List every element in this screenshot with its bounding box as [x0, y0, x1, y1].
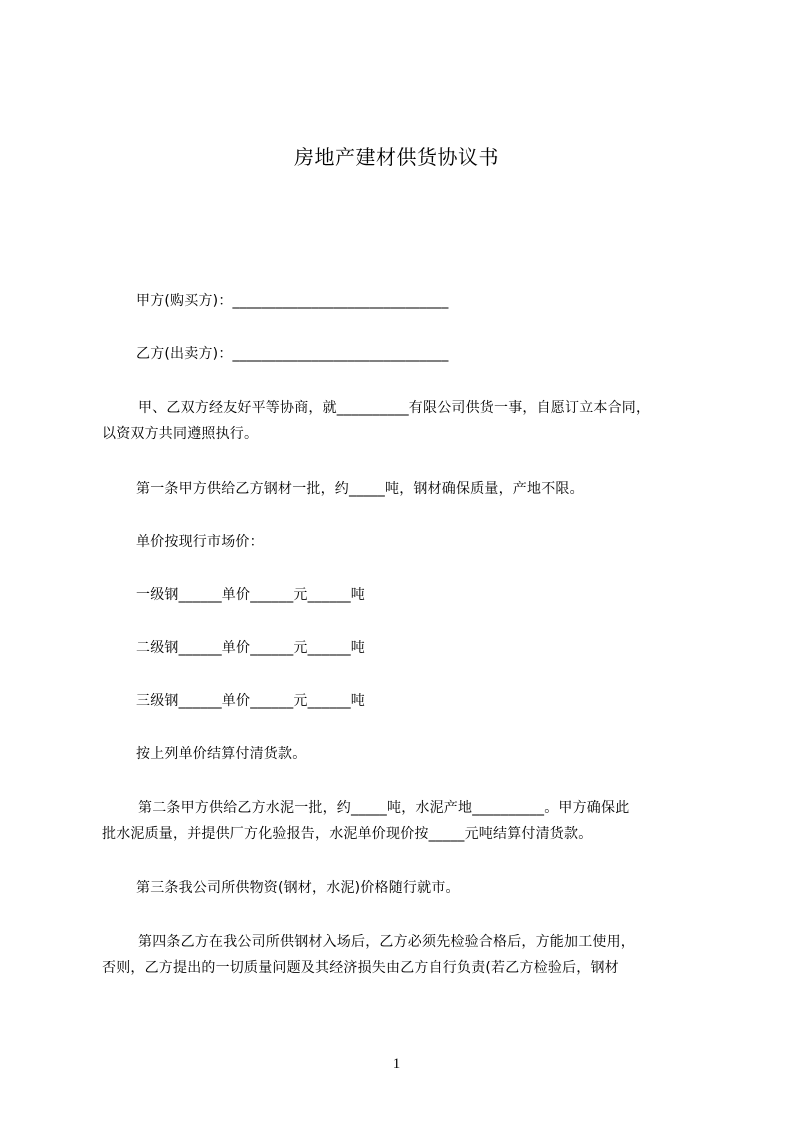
article-2-line-1: 第二条甲方供给乙方水泥一批，约_____吨，水泥产地__________。甲方确保此: [138, 800, 630, 816]
steel-grade-2-line: 二级钢______单价______元______吨: [136, 640, 365, 656]
party-a-line: 甲方(购买方)：______________________________: [136, 293, 449, 309]
party-b-line: 乙方(出卖方)：______________________________: [136, 346, 449, 362]
document-title: 房地产建材供货协议书: [294, 145, 499, 169]
article-4-line-1: 第四条乙方在我公司所供钢材入场后，乙方必须先检验合格后，方能加工使用，: [138, 934, 635, 950]
intro-paragraph-line-2: 以资双方共同遵照执行。: [102, 426, 259, 442]
intro-paragraph-line-1: 甲、乙双方经友好平等协商，就__________有限公司供货一事，自愿订立本合同，: [138, 400, 651, 416]
article-4-line-2: 否则，乙方提出的一切质量问题及其经济损失由乙方自行负责(若乙方检验后，钢材: [102, 960, 619, 976]
settlement-line: 按上列单价结算付清货款。: [136, 746, 307, 762]
article-2-line-2: 批水泥质量，并提供厂方化验报告，水泥单价现价按_____元吨结算付清货款。: [102, 826, 593, 842]
article-1-line: 第一条甲方供给乙方钢材一批，约_____吨，钢材确保质量，产地不限。: [136, 481, 584, 497]
unit-price-line: 单价按现行市场价：: [136, 534, 264, 550]
article-3-line: 第三条我公司所供物资(钢材，水泥)价格随行就市。: [136, 880, 460, 896]
steel-grade-1-line: 一级钢______单价______元______吨: [136, 587, 365, 603]
steel-grade-3-line: 三级钢______单价______元______吨: [136, 693, 365, 709]
page-number: 1: [392, 1056, 401, 1072]
